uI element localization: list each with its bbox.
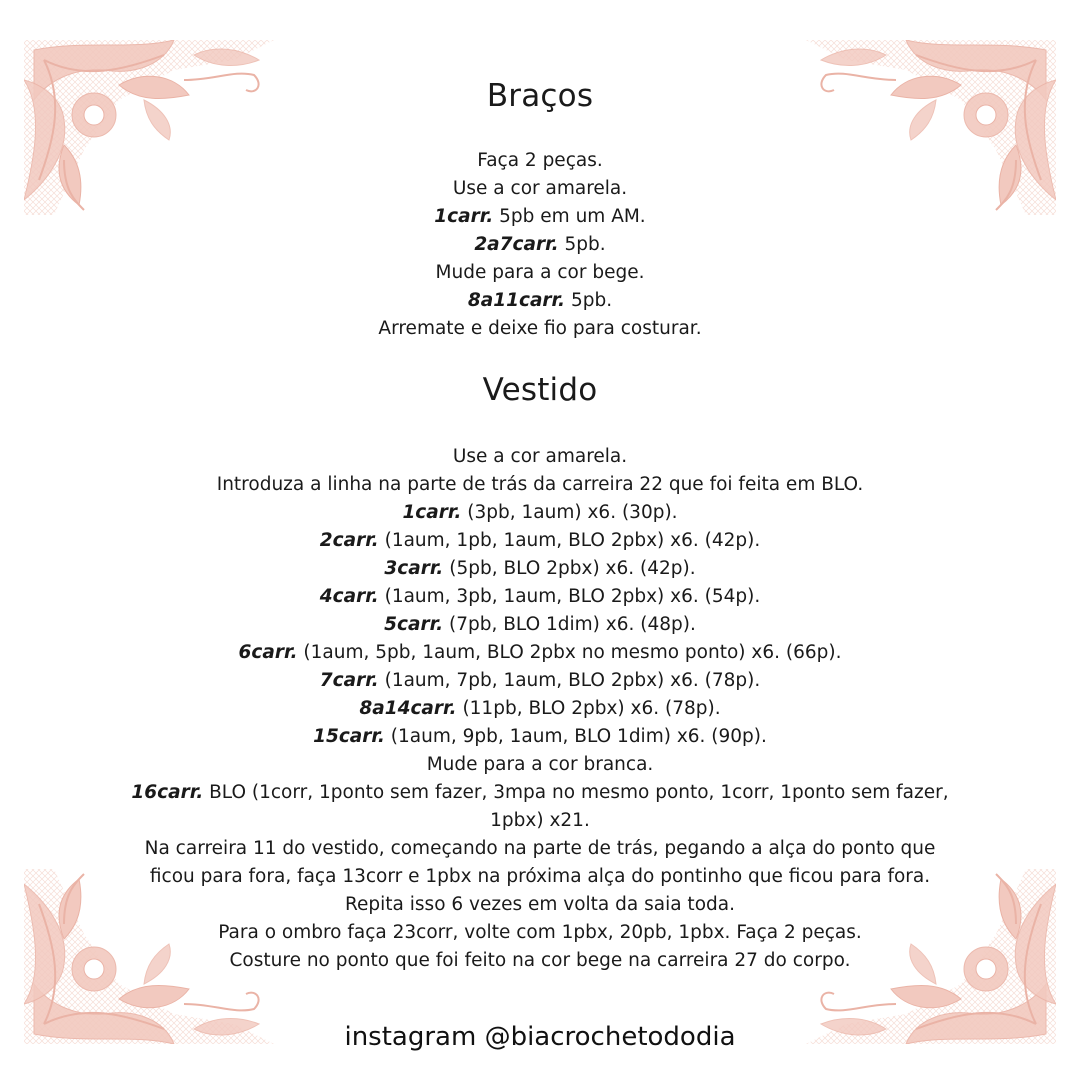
vestido-instructions (120, 443, 960, 975)
bracos-instructions (120, 147, 960, 343)
instruction-line (120, 259, 960, 287)
section-title-vestido: Vestido (482, 372, 598, 408)
row-label: 7carr. (319, 670, 379, 691)
instruction-line (120, 527, 960, 555)
instruction-line (120, 779, 960, 807)
instruction-line (120, 751, 960, 779)
instruction-line (120, 639, 960, 667)
instruction-line (120, 919, 960, 947)
instruction-text: ficou para fora, faça 13corr e 1pbx na próxima alça do pontinho que ficou para fora. (149, 866, 931, 887)
instruction-text: (1aum, 1pb, 1aum, BLO 2pbx) x6. (42p). (378, 530, 761, 551)
instruction-line (120, 471, 960, 499)
instruction-text: 5pb em um AM. (493, 206, 646, 227)
row-label: 3carr. (384, 558, 444, 579)
row-label: 4carr. (319, 586, 379, 607)
instruction-text: Introduza a linha na parte de trás da carreira 22 que foi feita em BLO. (216, 474, 864, 495)
instruction-text: Na carreira 11 do vestido, começando na parte de trás, pegando a alça do ponto que (144, 838, 936, 859)
instruction-line (120, 863, 960, 891)
instruction-text: (7pb, BLO 1dim) x6. (48p). (443, 614, 696, 635)
instruction-line (120, 807, 960, 835)
instruction-line (120, 443, 960, 471)
row-label: 5carr. (384, 614, 444, 635)
instruction-text: BLO (1corr, 1ponto sem fazer, 3mpa no mesmo ponto, 1corr, 1ponto sem fazer, (203, 782, 949, 803)
instruction-text: Costure no ponto que foi feito na cor bege na carreira 27 do corpo. (229, 950, 851, 971)
row-label: 15carr. (313, 726, 385, 747)
instruction-text: (1aum, 3pb, 1aum, BLO 2pbx) x6. (54p). (378, 586, 761, 607)
row-label: 8a11carr. (467, 290, 566, 311)
instruction-text: Mude para a cor branca. (426, 754, 654, 775)
instruction-line (120, 891, 960, 919)
instruction-line (120, 835, 960, 863)
instruction-text: (1aum, 5pb, 1aum, BLO 2pbx no mesmo ponto) x6. (66p). (297, 642, 842, 663)
instruction-line (120, 147, 960, 175)
instruction-text: (11pb, BLO 2pbx) x6. (78p). (456, 698, 721, 719)
instruction-text: 5pb. (558, 234, 606, 255)
instruction-line (120, 175, 960, 203)
instruction-text: Faça 2 peças. (477, 150, 603, 171)
row-label: 2carr. (319, 530, 379, 551)
section-title-bracos: Braços (486, 78, 594, 114)
instruction-line (120, 583, 960, 611)
instruction-text: 1pbx) x21. (490, 810, 590, 831)
instruction-text: (5pb, BLO 2pbx) x6. (42p). (443, 558, 696, 579)
instruction-line (120, 203, 960, 231)
instruction-line (120, 287, 960, 315)
instruction-line (120, 231, 960, 259)
instruction-text: (1aum, 9pb, 1aum, BLO 1dim) x6. (90p). (384, 726, 767, 747)
instruction-text: (1aum, 7pb, 1aum, BLO 2pbx) x6. (78p). (378, 670, 761, 691)
instruction-text: Arremate e deixe fio para costurar. (378, 318, 702, 339)
row-label: 1carr. (402, 502, 462, 523)
instagram-handle: instagram @biacrochetododia (344, 1022, 736, 1052)
instruction-line (120, 723, 960, 751)
instruction-line (120, 499, 960, 527)
instruction-text: Mude para a cor bege. (435, 262, 645, 283)
instruction-text: Use a cor amarela. (452, 446, 628, 467)
instruction-line (120, 695, 960, 723)
instruction-line (120, 611, 960, 639)
instruction-line (120, 667, 960, 695)
instruction-text: 5pb. (565, 290, 613, 311)
instruction-line (120, 947, 960, 975)
row-label: 2a7carr. (474, 234, 559, 255)
instruction-line (120, 555, 960, 583)
instruction-text: Para o ombro faça 23corr, volte com 1pbx, 20pb, 1pbx. Faça 2 peças. (218, 922, 862, 943)
instruction-text: Use a cor amarela. (452, 178, 628, 199)
row-label: 1carr. (434, 206, 494, 227)
instruction-text: Repita isso 6 vezes em volta da saia toda. (345, 894, 735, 915)
row-label: 8a14carr. (359, 698, 457, 719)
row-label: 16carr. (131, 782, 204, 803)
instruction-text: (3pb, 1aum) x6. (30p). (461, 502, 678, 523)
row-label: 6carr. (238, 642, 298, 663)
instruction-line (120, 315, 960, 343)
